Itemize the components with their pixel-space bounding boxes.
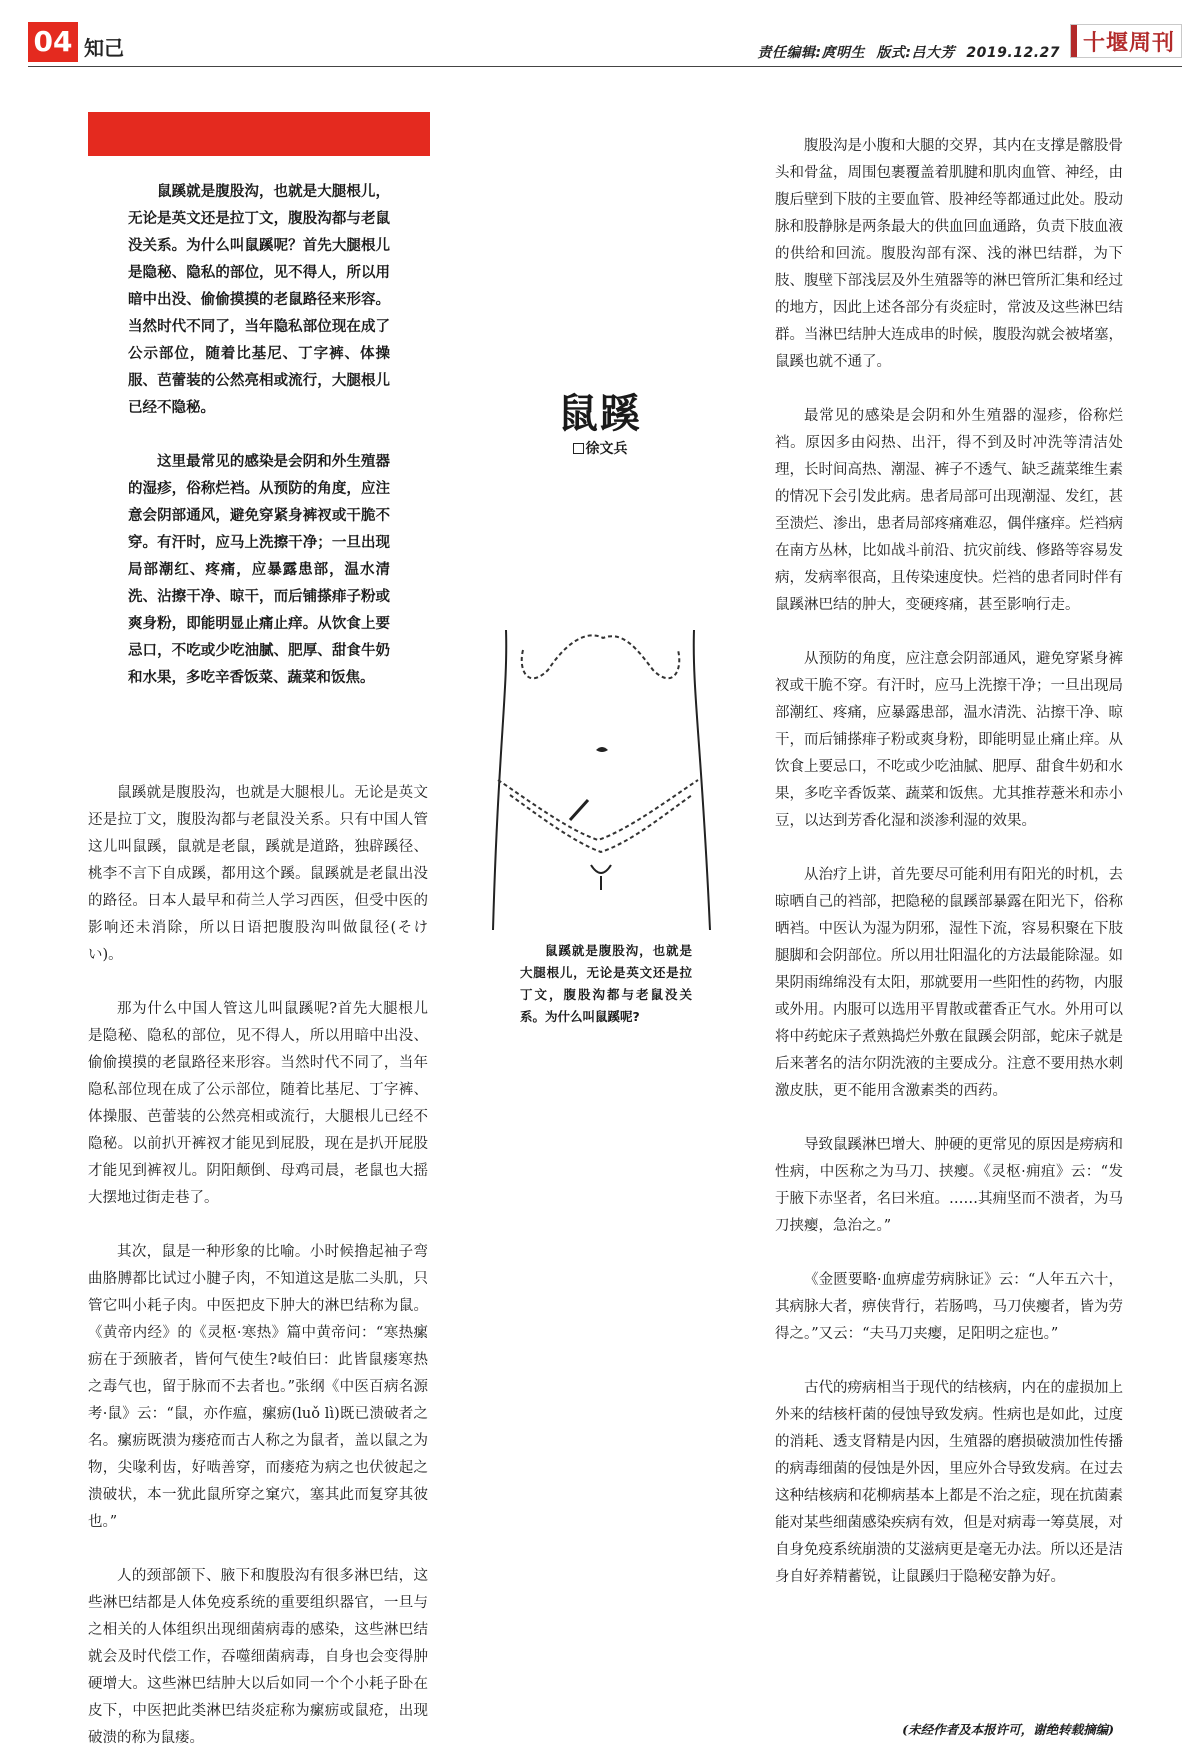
lead-paragraph: 这里最常见的感染是会阴和外生殖器的湿疹，俗称烂裆。从预防的角度，应注意会阴部通风，避免穿紧身裤衩或干脆不穿。有汗时，应马上洗擦干净；一旦出现局部潮红、疼痛，应暴露患部，温水清洗、沾擦干净、晾干，而后铺搽痱子粉或爽身粉，即能明显止痛止痒。从饮食上要忌口，不吃或少吃油腻、肥厚、甜食牛奶和水果，多吃辛香饭菜、蔬菜和饭焦。 (128, 453, 390, 686)
red-banner (88, 112, 430, 156)
left-column (88, 780, 428, 1753)
navel-icon (596, 747, 608, 752)
editor-credit: 责任编辑:庹明生 (757, 45, 866, 61)
section-name: 知己 (84, 36, 124, 60)
body-paragraph: 鼠蹊就是腹股沟，也就是大腿根儿。无论是英文还是拉丁文，腹股沟都与老鼠没关系。只有中国人管这儿叫鼠蹊，鼠就是老鼠，蹊就是道路，独辟蹊径、桃李不言下自成蹊，都用这个蹊。鼠蹊就是老鼠出没的路径。日本人最早和荷兰人学习西医，但受中医的影响还未消除，所以日语把腹股沟叫做鼠径(そけい)。 (88, 785, 428, 963)
right-column (775, 133, 1123, 1618)
credits-line (751, 42, 1060, 62)
body-paragraph: 那为什么中国人管这儿叫鼠蹊呢?首先大腿根儿是隐秘、隐私的部位，见不得人，所以用暗中出没、偷偷摸摸的老鼠路径来形容。当然时代不同了，当年隐私部位现在成了公示部位，随着比基尼、丁字裤、体操服、芭蕾装的公然亮相或流行，大腿根儿已经不隐秘。以前扒开裤衩才能见到屁股，现在是扒开屁股才能见到裤衩儿。阴阳颠倒、母鸡司晨，老鼠也大摇大摆地过街走巷了。 (88, 1001, 428, 1206)
inguinal-line (498, 780, 698, 840)
author-name: 徐文兵 (585, 441, 628, 457)
body-paragraph: 腹股沟是小腹和大腿的交界，其内在支撑是髂股骨头和骨盆，周围包裹覆盖着肌腱和肌肉血管、神经，由腹后壁到下肢的主要血管、股神经等都通过此处。股动脉和股静脉是两条最大的供血回血通路，负责下肢血液的供给和回流。腹股沟部有深、浅的淋巴结群，为下肢、腹壁下部浅层及外生殖器等的淋巴管所汇集和经过的地方，因此上述各部分有炎症时，常波及这些淋巴结群。当淋巴结肿大连成串的时候，腹股沟就会被堵塞，鼠蹊也就不通了。 (775, 138, 1123, 370)
groin-diagram (488, 630, 718, 930)
genital-outline (591, 865, 611, 873)
body-paragraph: 从治疗上讲，首先要尽可能利用有阳光的时机，去晾晒自己的裆部，把隐秘的鼠蹊部暴露在阳光下，俗称晒裆。中医认为湿为阴邪，湿性下流，容易积聚在下肢腿脚和会阴部位。所以用壮阳温化的方法最能除湿。如果阴雨绵绵没有太阳，那就要用一些阳性的药物，内服或外用。内服可以选用平胃散或藿香正气水。外用可以将中药蛇床子煮熟捣烂外敷在鼠蹊会阴部，蛇床子就是后来著名的洁尔阴洗液的主要成分。注意不要用热水刺激皮肤，更不能用含激素类的西药。 (775, 867, 1123, 1099)
figure-caption: 鼠蹊就是腹股沟，也就是大腿根儿，无论是英文还是拉丁文，腹股沟都与老鼠没关系。为什么叫鼠蹊呢? (520, 943, 692, 1024)
body-paragraph: 导致鼠蹊淋巴增大、肿硬的更常见的原因是痨病和性病，中医称之为马刀、挟瘿。《灵枢·痈疽》云：“发于腋下赤坚者，名曰米疽。……其痈坚而不溃者，为马刀挟瘿，急治之。” (775, 1137, 1123, 1234)
byline-box-icon (573, 443, 584, 454)
publication-logo (1070, 24, 1182, 58)
body-paragraph: 《金匮要略·血痹虚劳病脉证》云：“人年五六十，其病脉大者，痹侠背行，若肠鸣，马刀侠瘿者，皆为劳得之。”又云：“夫马刀夹瘿，足阳明之症也。” (775, 1272, 1123, 1342)
page-number: 04 (28, 22, 78, 62)
author-byline (520, 438, 680, 458)
body-paragraph: 古代的痨病相当于现代的结核病，内在的虚损加上外来的结核杆菌的侵蚀导致发病。性病也是如此，过度的消耗、透支肾精是内因，生殖器的磨损破溃加性传播的病毒细菌的侵蚀是外因，里应外合导致发病。在过去这种结核病和花柳病基本上都是不治之症，现在抗菌素能对某些细菌感染疾病有效，但是对病毒一筹莫展，对自身免疫系统崩溃的艾滋病更是毫无办法。所以还是洁身自好养精蓄锐，让鼠蹊归于隐秘安静为好。 (775, 1380, 1123, 1585)
body-paragraph: 人的颈部颌下、腋下和腹股沟有很多淋巴结，这些淋巴结都是人体免疫系统的重要组织器官，一旦与之相关的人体组织出现细菌病毒的感染，这些淋巴结就会及时代偿工作，吞噬细菌病毒，自身也会变得肿硬增大。这些淋巴结肿大以后如同一个个小耗子卧在皮下，中医把此类淋巴结炎症称为瘰疬或鼠疮，出现破溃的称为鼠瘘。 (88, 1568, 428, 1746)
issue-date: 2019.12.27 (966, 45, 1060, 61)
body-paragraph: 从预防的角度，应注意会阴部通风，避免穿紧身裤衩或干脆不穿。有汗时，应马上洗擦干净；一旦出现局部潮红、疼痛，应暴露患部，温水清洗、沾擦干净、晾干，而后铺搽痱子粉或爽身粉，即能明显止痛止痒。从饮食上要忌口，不吃或少吃油腻、肥厚、甜食牛奶和水果，多吃辛香饭菜、蔬菜和饭焦。尤其推荐薏米和赤小豆，以达到芳香化湿和淡渗利湿的效果。 (775, 651, 1123, 829)
body-paragraph: 最常见的感染是会阴和外生殖器的湿疹，俗称烂裆。原因多由闷热、出汗，得不到及时冲洗等清洁处理，长时间高热、潮湿、裤子不透气、缺乏蔬菜维生素的情况下会引发此病。患者局部可出现潮湿、发红，甚至溃烂、渗出，患者局部疼痛难忍，偶伴瘙痒。烂裆病在南方丛林，比如战斗前沿、抗灾前线、修路等容易发病，发病率很高，且传染速度快。烂裆的患者同时伴有鼠蹊淋巴结的肿大，变硬疼痛，甚至影响行走。 (775, 408, 1123, 613)
body-outline (694, 630, 710, 930)
lead-paragraph: 鼠蹊就是腹股沟，也就是大腿根儿，无论是英文还是拉丁文，腹股沟都与老鼠没关系。为什么叫鼠蹊呢？首先大腿根儿是隐秘、隐私的部位，见不得人，所以用暗中出没、偷偷摸摸的老鼠路径来形容。当然时代不同了，当年隐私部位现在成了公示部位，随着比基尼、丁字裤、体操服、芭蕾装的公然亮相或流行，大腿根儿已经不隐秘。 (128, 183, 390, 416)
rib-line (522, 635, 680, 678)
layout-credit: 版式:吕大芳 (876, 45, 956, 61)
publication-name: 十堰周刊 (1082, 29, 1175, 56)
copyright-note: (未经作者及本报许可，谢绝转载摘编) (902, 1722, 1114, 1737)
incision-mark (570, 800, 588, 820)
article-title: 鼠蹊 (558, 390, 642, 437)
body-paragraph: 其次，鼠是一种形象的比喻。小时候撸起袖子弯曲胳膊都比试过小腱子肉，不知道这是肱二头肌，只管它叫小耗子肉。中医把皮下肿大的淋巴结称为鼠。《黄帝内经》的《灵枢·寒热》篇中黄帝问：“寒热瘰疬在于颈腋者，皆何气使生?岐伯曰：此皆鼠瘘寒热之毒气也，留于脉而不去者也。”张纲《中医百病名源考·鼠》云：“鼠，亦作瘟，瘰疬(luǒ lì)既已溃破者之名。瘰疬既溃为瘘疮而古人称之为鼠者，盖以鼠之为物，尖喙利齿，好啮善穿，而瘘疮为病之也伏彼起之溃破状，本一犹此鼠所穿之窠穴，塞其此而复穿其彼也。” (88, 1244, 428, 1530)
header-divider (28, 66, 1182, 67)
lead-summary (128, 178, 390, 718)
